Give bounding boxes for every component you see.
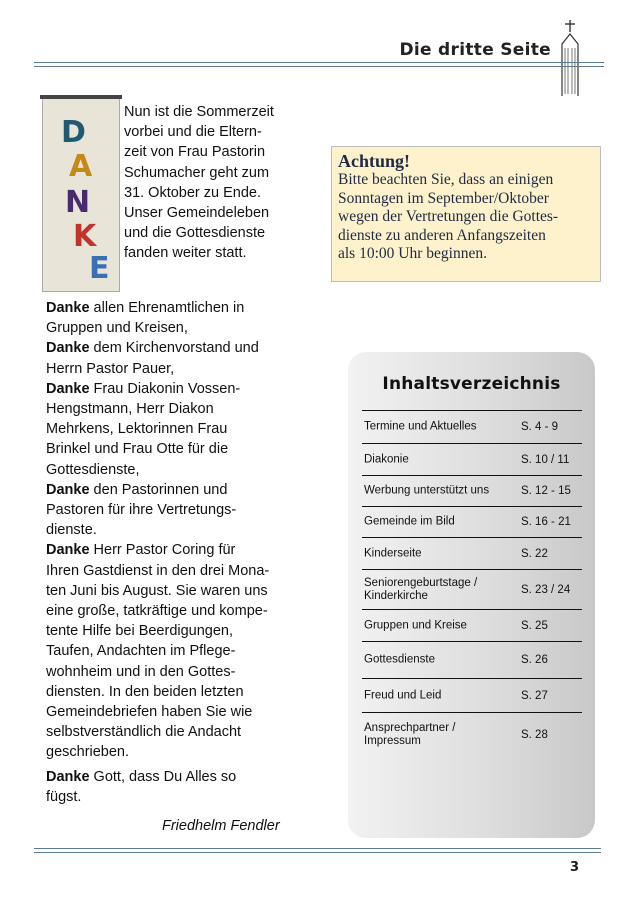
thanks-line: selbstverständlich die Andacht — [46, 724, 242, 741]
thanks-line — [46, 540, 296, 560]
thanks-keyword: Danke — [46, 300, 90, 316]
toc-entry-page: S. 23 / 24 — [521, 583, 571, 596]
notice-line: Sonntagen im September/Oktober — [338, 189, 549, 207]
table-of-contents — [348, 352, 595, 838]
thanks-line: Gruppen und Kreisen, — [46, 320, 188, 337]
banner-letter: D — [61, 115, 86, 150]
toc-entry-page: S. 28 — [521, 728, 548, 741]
footer-rule — [34, 852, 601, 853]
thanks-text: Herr Pastor Coring für — [89, 542, 236, 559]
toc-entry-page: S. 16 - 21 — [521, 516, 571, 528]
thanks-keyword: Danke — [46, 542, 90, 559]
toc-row — [362, 410, 582, 443]
thanks-line — [46, 338, 296, 358]
toc-entry-page: S. 4 - 9 — [521, 421, 559, 433]
thanks-line: Ihren Gastdienst in den drei Mona- — [46, 562, 270, 579]
intro-paragraph — [124, 102, 284, 264]
thanks-line: fügst. — [46, 788, 82, 805]
toc-title: Inhaltsverzeichnis — [382, 374, 561, 394]
thanks-line: Gemeindebriefen haben Sie wie — [46, 704, 253, 721]
thanks-line: tente Hilfe bei Beerdigungen, — [46, 623, 234, 640]
intro-line: und die Gottesdienste — [124, 225, 266, 242]
thanks-keyword: Danke — [46, 481, 90, 498]
intro-line: fanden weiter statt. — [124, 245, 247, 262]
thanks-keyword: Danke — [46, 380, 90, 397]
toc-entry-page: S. 25 — [521, 619, 548, 632]
danke-banner-image — [42, 96, 120, 292]
thanks-line: Taufen, Andachten im Pflege- — [46, 643, 236, 660]
thanks-paragraph — [46, 379, 296, 480]
thanks-paragraph — [46, 338, 296, 378]
notice-line: Bitte beachten Sie, dass an einigen — [338, 171, 554, 188]
page-header-title: Die dritte Seite — [399, 40, 551, 60]
thanks-text: allen Ehrenamtlichen in — [89, 300, 245, 316]
toc-entry-page: S. 10 / 11 — [521, 453, 570, 466]
intro-line: vorbei und die Eltern- — [124, 124, 262, 141]
header-rule — [34, 66, 604, 67]
toc-entry-title: Werbung unterstützt uns — [364, 484, 490, 497]
toc-entry-title: Seniorengeburtstage / Kinderkirche — [364, 576, 478, 602]
banner-letter: K — [73, 219, 97, 254]
thanks-keyword: Danke — [46, 340, 90, 357]
thanks-line: wohnheim und in den Gottes- — [46, 663, 236, 680]
toc-entry-title: Kinderseite — [364, 547, 422, 559]
notice-line: wegen der Vertretungen die Gottes- — [338, 208, 559, 225]
thanks-paragraph — [46, 298, 296, 338]
thanks-text: dem Kirchenvorstand und — [89, 340, 259, 357]
toc-entry-title: Gottesdienste — [364, 653, 435, 666]
toc-row — [362, 475, 582, 506]
intro-line: Nun ist die Sommerzeit — [124, 104, 274, 120]
page-number: 3 — [569, 860, 579, 875]
thanks-line: Mehrkens, Lektorinnen Frau — [46, 421, 228, 438]
thanks-line — [46, 480, 296, 500]
toc-row — [362, 678, 582, 712]
thanks-paragraph — [46, 767, 296, 807]
thanks-line: Brinkel und Frau Otte für die — [46, 441, 229, 458]
intro-line: zeit von Frau Pastorin — [124, 144, 266, 161]
thanks-section — [46, 298, 296, 807]
thanks-line: diensten. In den beiden letzten — [46, 683, 244, 700]
church-tower-icon — [556, 18, 584, 96]
thanks-paragraph — [46, 480, 296, 541]
notice-line: als 10:00 Uhr beginnen. — [338, 245, 487, 262]
toc-row — [362, 641, 582, 678]
toc-entry-title: Gemeinde im Bild — [364, 515, 455, 528]
toc-entry-page: S. 26 — [521, 654, 548, 666]
notice-line: dienste zu anderen Anfangszeiten — [338, 226, 546, 244]
thanks-line: Hengstmann, Herr Diakon — [46, 401, 214, 418]
thanks-text: den Pastorinnen und — [89, 481, 228, 498]
toc-entry-title: Gruppen und Kreise — [364, 619, 467, 631]
thanks-keyword: Danke — [46, 768, 90, 785]
intro-line: 31. Oktober zu Ende. — [124, 184, 262, 201]
thanks-line: Herrn Pastor Pauer, — [46, 360, 175, 377]
intro-line: Unser Gemeindeleben — [124, 205, 270, 222]
thanks-line — [46, 298, 296, 318]
notice-text — [338, 171, 594, 264]
banner-letter: A — [69, 149, 93, 184]
author-signature: Friedhelm Fendler — [162, 818, 280, 834]
intro-line: Schumacher geht zum — [124, 164, 270, 181]
toc-entry-page: S. 22 — [521, 547, 548, 560]
thanks-line: Gottesdienste, — [46, 461, 140, 478]
toc-row — [362, 569, 582, 609]
toc-entry-title: Freud und Leid — [364, 689, 442, 701]
toc-entry-page: S. 12 - 15 — [521, 485, 571, 497]
thanks-line: eine große, tatkräftige und kompe- — [46, 603, 268, 620]
header-rule — [34, 62, 604, 63]
toc-row — [362, 537, 582, 569]
notice-box — [331, 146, 601, 282]
thanks-line: Pastoren für ihre Vertretungs- — [46, 502, 237, 519]
thanks-line — [46, 379, 296, 399]
thanks-paragraph — [46, 540, 296, 762]
toc-entry-title: Diakonie — [364, 453, 409, 465]
thanks-text: Frau Diakonin Vossen- — [89, 380, 241, 397]
notice-title: Achtung! — [338, 151, 411, 171]
thanks-line: geschrieben. — [46, 744, 130, 761]
thanks-line — [46, 767, 296, 787]
banner-letter: E — [89, 251, 110, 286]
toc-entry-title: Ansprechpartner / Impressum — [364, 721, 456, 747]
thanks-line: dienste. — [46, 522, 97, 539]
toc-row — [362, 506, 582, 537]
footer-rule — [34, 848, 601, 849]
toc-row — [362, 443, 582, 475]
toc-entry-page: S. 27 — [521, 689, 548, 702]
toc-entry-title: Termine und Aktuelles — [364, 420, 477, 433]
toc-row — [362, 609, 582, 641]
banner-letter: N — [65, 185, 91, 220]
banner-rod — [40, 95, 122, 99]
toc-row — [362, 712, 582, 756]
toc-table — [362, 410, 582, 756]
thanks-line: ten Juni bis August. Sie waren uns — [46, 582, 268, 599]
thanks-text: Gott, dass Du Alles so — [89, 768, 237, 785]
